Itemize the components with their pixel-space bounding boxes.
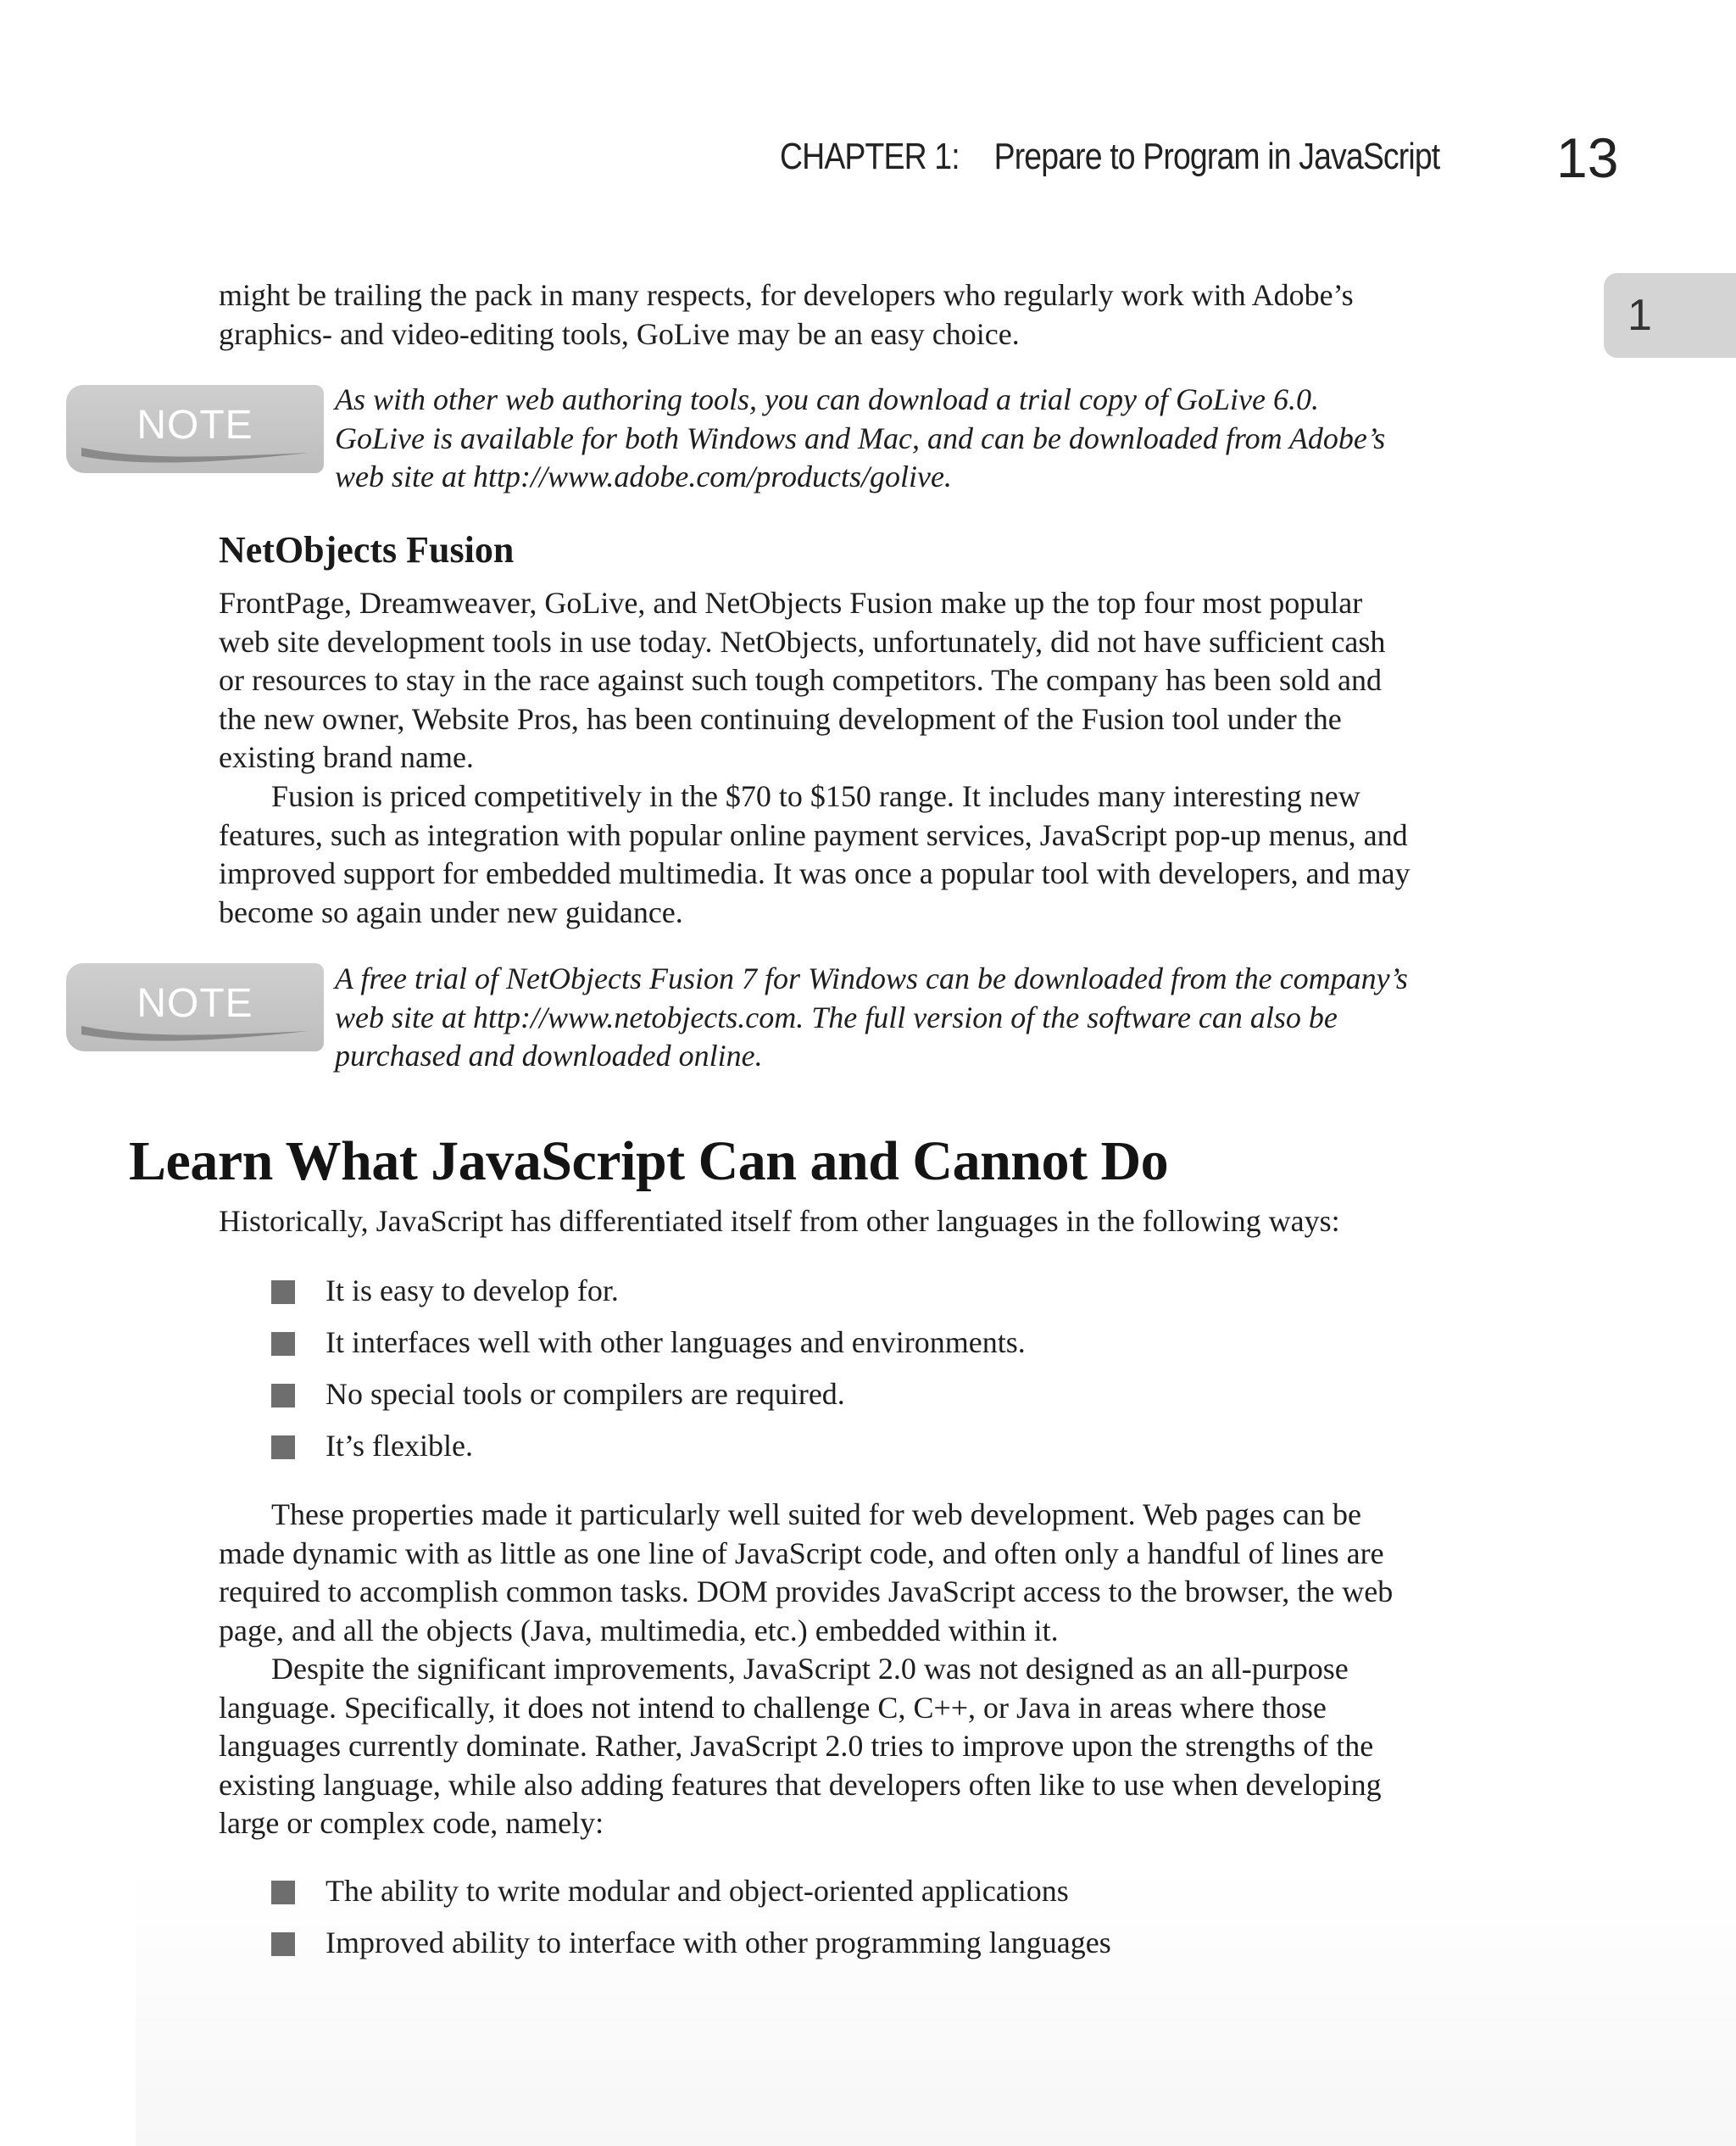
text-line: or resources to stay in the race against such tough competitors. The company has been sold and xyxy=(219,663,1382,697)
text-line: improved support for embedded multimedia. It was once a popular tool with developers, and may xyxy=(219,856,1410,890)
text-line: web site development tools in use today. NetObjects, unfortunately, did not have sufficient cash xyxy=(219,624,1386,659)
text-line: features, such as integration with popular online payment services, JavaScript pop-up menus, and xyxy=(219,817,1408,852)
chapter-title: Prepare to Program in JavaScript xyxy=(993,136,1440,177)
text-line: These properties made it particularly well suited for web development. Web pages can be xyxy=(271,1497,1361,1531)
text-line: required to accomplish common tasks. DOM provides JavaScript access to the browser, the web xyxy=(219,1575,1394,1608)
note-label: NOTE xyxy=(136,403,253,448)
text-line: As with other web authoring tools, you can download a trial copy of GoLive 6.0. xyxy=(335,382,1319,416)
note-text xyxy=(335,960,1522,1076)
text-line: purchased and downloaded online. xyxy=(335,1039,763,1073)
bullet-square-icon xyxy=(271,1384,295,1407)
text-line: web site at http://www.adobe.com/products/golive. xyxy=(335,460,952,493)
text-line: might be trailing the pack in many respects, for developers who regularly work with Adobe’s xyxy=(219,278,1354,312)
text-line: Despite the significant improvements, JavaScript 2.0 was not designed as an all-purpose xyxy=(271,1652,1349,1686)
learn-paragraph xyxy=(219,1650,1507,1843)
fusion-paragraph xyxy=(219,584,1507,778)
chapter-thumb-tab: 1 xyxy=(1604,273,1736,358)
netobjects-heading: NetObjects Fusion xyxy=(219,529,515,571)
learn-paragraph xyxy=(219,1496,1507,1650)
text-line: existing language, while also adding features that developers often like to use when developing xyxy=(219,1767,1382,1802)
note-label: NOTE xyxy=(136,981,253,1026)
text-line: large or complex code, namely: xyxy=(219,1806,604,1840)
section-heading: Learn What JavaScript Can and Cannot Do xyxy=(129,1130,1169,1192)
page-number: 13 xyxy=(1556,126,1619,189)
bullet-square-icon xyxy=(271,1932,295,1956)
intro-paragraph xyxy=(219,276,1507,354)
text-line: existing brand name. xyxy=(219,740,474,774)
note-badge xyxy=(66,385,324,473)
chapter-label: CHAPTER 1: xyxy=(780,136,960,177)
bullet-square-icon xyxy=(271,1332,295,1356)
bullet-square-icon xyxy=(271,1280,295,1304)
fusion-pricing-paragraph xyxy=(219,778,1507,932)
text-line: become so again under new guidance. xyxy=(219,895,683,929)
text-line: graphics- and video-editing tools, GoLive may be an easy choice. xyxy=(219,316,1020,351)
text-line: page, and all the objects (Java, multimedia, etc.) embedded within it. xyxy=(219,1613,1059,1647)
bullet-square-icon xyxy=(271,1881,295,1904)
text-line: language. Specifically, it does not intend to challenge C, C++, or Java in areas where those xyxy=(219,1690,1327,1725)
text-line: Fusion is priced competitively in the $70 to $150 range. It includes many interesting new xyxy=(271,779,1360,813)
bullet-square-icon xyxy=(271,1435,295,1459)
text-line: FrontPage, Dreamweaver, GoLive, and NetObjects Fusion make up the top four most popular xyxy=(219,586,1363,620)
text-line: A free trial of NetObjects Fusion 7 for Windows can be downloaded from the company’s xyxy=(335,962,1408,995)
running-head xyxy=(780,136,1439,178)
note-text xyxy=(335,381,1522,497)
learn-intro: Historically, JavaScript has differentiated itself from other languages in the following ways: xyxy=(219,1204,1340,1238)
text-line: the new owner, Website Pros, has been continuing development of the Fusion tool under the xyxy=(219,701,1342,736)
text-line: made dynamic with as little as one line of JavaScript code, and often only a handful of lines are xyxy=(219,1536,1384,1570)
text-line: languages currently dominate. Rather, JavaScript 2.0 tries to improve upon the strengths of the xyxy=(219,1729,1374,1763)
note-badge xyxy=(66,963,324,1051)
text-line: GoLive is available for both Windows and Mac, and can be downloaded from Adobe’s xyxy=(335,421,1386,455)
text-line: web site at http://www.netobjects.com. The full version of the software can also be xyxy=(335,1000,1338,1034)
